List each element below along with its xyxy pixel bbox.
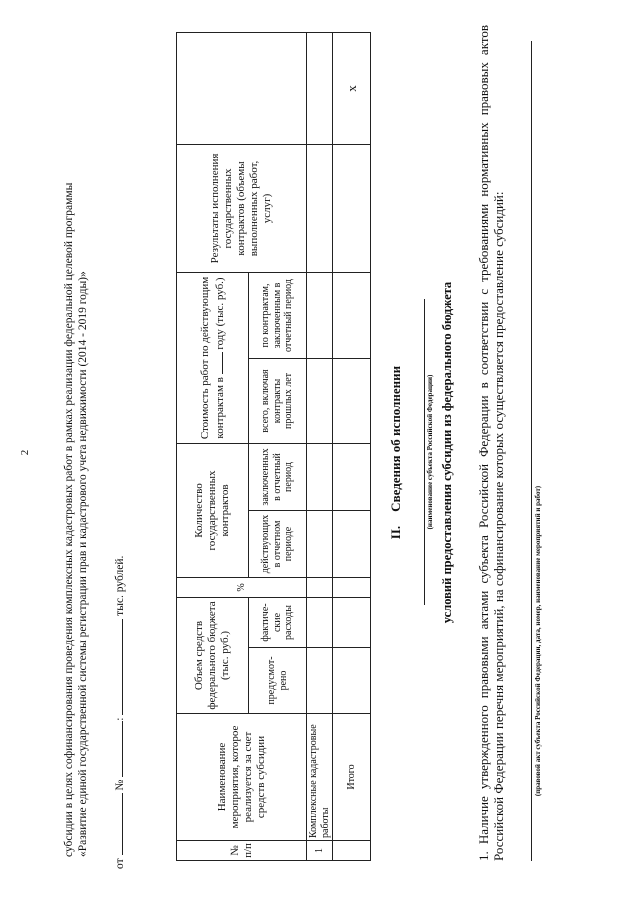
separator: : [114, 717, 126, 721]
date-blank [110, 794, 123, 856]
date-label: от [114, 858, 126, 869]
table-row [307, 32, 333, 860]
header-contracts-concluded: заключенных в отчетный период [249, 443, 307, 510]
act-caption: (правовой акт субъекта Российской Федерации, дата, номер, наименование мероприятий и работ) [534, 485, 542, 797]
header-results: Результаты исполнения государственных контрактов (объемы выполненных работ, услуг) [177, 144, 307, 272]
page-number: 2 [19, 449, 31, 456]
amount-blank [110, 619, 123, 715]
section-title: Сведения об исполнении [388, 365, 403, 512]
intro-line-2: «Развитие единой государственной системы регистрации прав и кадастрового учета недвижимости (2014 - 2019 годы)» [77, 271, 89, 857]
year-blank [212, 352, 223, 374]
subject-caption: (наименование субъекта Российской Федерации) [426, 374, 434, 530]
header-budget-planned: предусмот-рено [249, 648, 307, 714]
header-cost-b: году (тыс. руб.) [213, 277, 226, 350]
item-1-text: 1. Наличие утвержденного правовыми актами субъекта Российской Федерации в соответствии с требованиями нормативных правовых актов Российской Федерации перечня мероприятий, на софинансирование которых осуществляется предоставление субсидий: [476, 25, 506, 861]
header-blank [177, 32, 307, 144]
report-table [176, 32, 371, 861]
number-blank [110, 721, 123, 777]
header-cost [177, 272, 249, 443]
total-mark: x [333, 32, 371, 144]
header-contracts-active: действующих в отчетном периоде [249, 510, 307, 577]
table-row [333, 32, 371, 860]
intro-line-1: субсидии в целях софинансирования проведения комплексных кадастровых работ в рамках реализации федеральной целевой программы [63, 182, 75, 857]
section-heading [388, 0, 404, 905]
units-label: тыс. рублей. [114, 555, 126, 616]
header-cost-a: Стоимость работ по действующим контрактам в [198, 276, 226, 440]
row1-number: 1 [307, 841, 333, 861]
subject-name-line [424, 299, 425, 605]
section-number: II. [388, 525, 403, 540]
header-contracts: Количество государственных контрактов [177, 443, 249, 577]
header-percent: % [177, 577, 307, 597]
header-cost-period: по контрактам, заключенным в отчетный период [249, 272, 307, 358]
conditions-heading: условий предоставления субсидии из федерального бюджета [440, 281, 454, 624]
legal-act-line [531, 41, 532, 861]
row1-name: Комплексные кадастровые работы [307, 714, 333, 841]
header-name: Наименование мероприятия, которое реализуется за счет средств субсидии [177, 714, 307, 841]
header-cost-total: всего, включая контракты прошлых лет [249, 358, 307, 443]
header-budget: Объем средств федерального бюджета (тыс. руб.) [177, 597, 249, 713]
intro-text [62, 37, 90, 857]
number-label: № [114, 779, 126, 791]
date-number-line [110, 556, 126, 869]
header-budget-actual: фактиче-ские расходы [249, 597, 307, 647]
total-label: Итого [333, 714, 371, 841]
header-number: № п/п [177, 841, 307, 861]
